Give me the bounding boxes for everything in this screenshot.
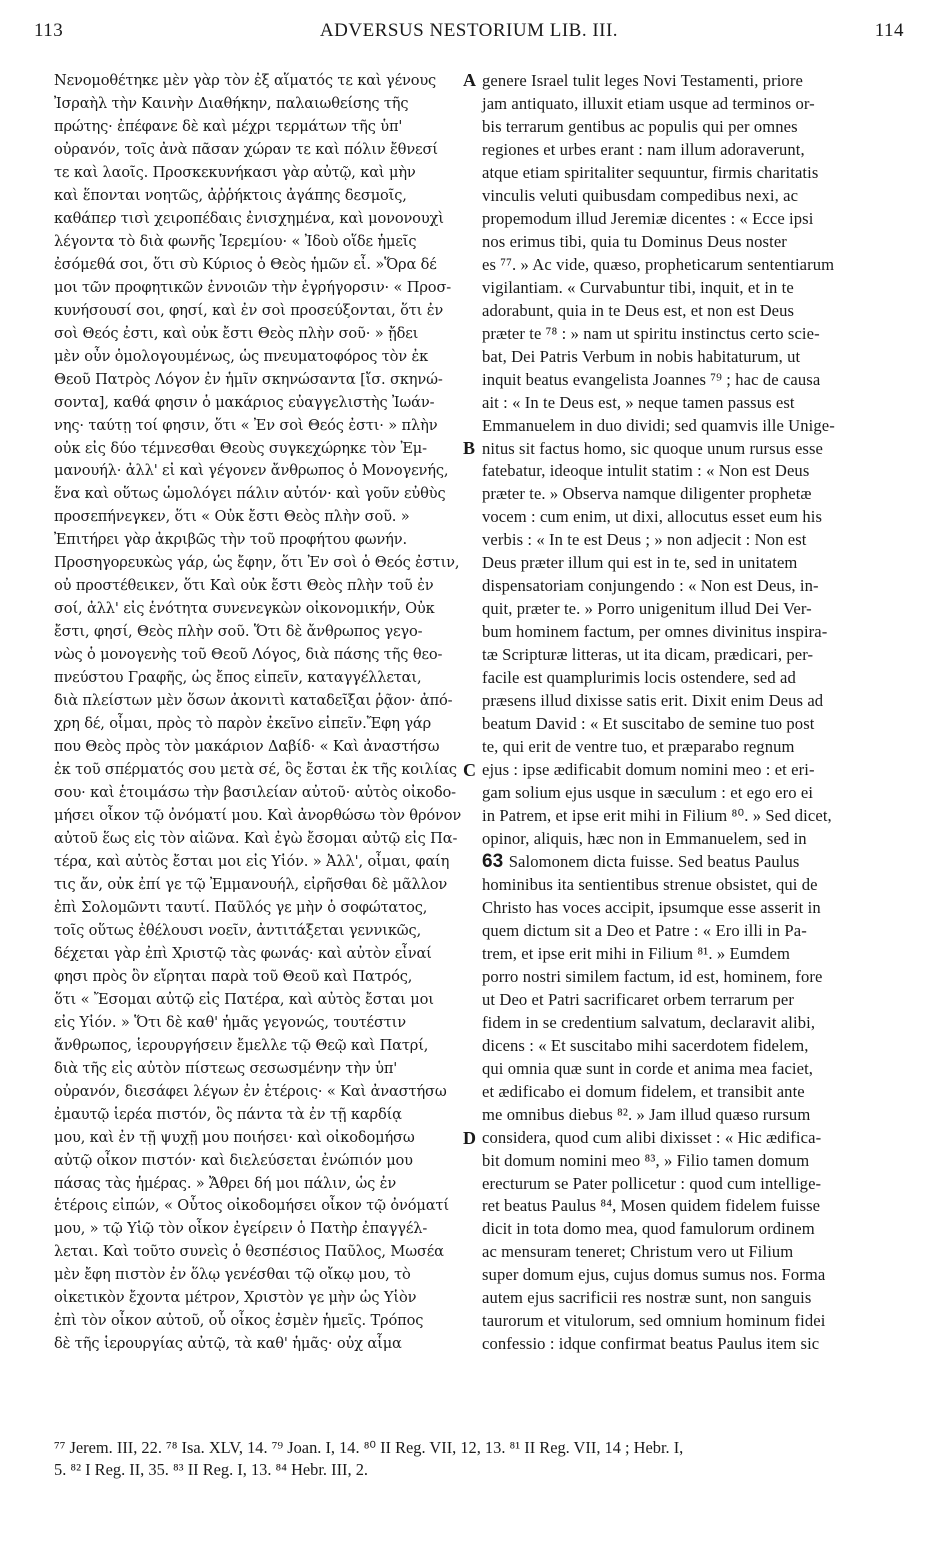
greek-text-line: σοὶ Θεός ἐστι, καὶ οὐκ ἔστι Θεὸς πλὴν σοῦ· » ᾔδει [54, 324, 419, 342]
greek-text-line: κυνήσουσί σοι, φησί, καὶ ἐν σοὶ προσεύξονται, ὅτι ἐν [54, 301, 444, 319]
latin-text-line: vinculis veluti quibusdam compedibus nexi, ac [482, 185, 799, 205]
latin-text-line: ut Deo et Patri sacrificaret orbem terrarum per [482, 989, 794, 1009]
greek-text-line: ἐμαυτῷ ἱερέα πιστόν, ὃς πάντα τὰ ἐν τῇ καρδίᾳ [54, 1105, 402, 1123]
greek-text-line: Θεοῦ Πατρὸς Λόγον ἐν ἡμῖν σκηνώσαντα [ἴσ. σκηνώ- [54, 370, 443, 388]
greek-text-line: ἐπὶ Σολομῶντι ταυτί. Παῦλός γε μὴν ὁ σοφώτατος, [54, 898, 428, 916]
latin-text-line: trem, et ipse erit mihi in Filium ⁸¹. » Eumdem [482, 943, 791, 963]
page-column-number-left: 113 [34, 20, 64, 41]
latin-text-line: quit, præter te. » Porro unigenitum illud Dei Ver- [482, 599, 812, 619]
latin-text-line: bit domum nomini meo ⁸³, » Filio tamen domum [482, 1150, 810, 1170]
footnote-line: ⁷⁷ Jerem. III, 22. ⁷⁸ Isa. XLV, 14. ⁷⁹ Joan. I, 14. ⁸⁰ II Reg. VII, 12, 13. ⁸¹ II Reg. VII, 14 ; Hebr. I, [54, 1438, 684, 1457]
latin-text-line: dispensatoriam conjungendo : « Non est Deus, in- [482, 576, 819, 596]
greek-text-line: καθάπερ τισὶ χειροπέδαις ἐνισχημένα, καὶ μονονουχὶ [54, 209, 444, 227]
latin-text-line: te, qui erit de ventre tuo, et præparabo regnum [482, 737, 795, 757]
latin-text-line: Emmanuelem in duo dividi; sed quamvis ille Unige- [482, 415, 835, 435]
greek-text-line: αὐτῷ οἶκον πιστόν· καὶ διελεύσεται ἐνώπιόν μου [54, 1151, 413, 1169]
latin-text-line: genere Israel tulit leges Novi Testamenti, priore [482, 71, 803, 90]
latin-text-line: vocem : cum enim, ut dixi, allocutus esset eum his [482, 507, 823, 527]
latin-text-line: taurorum et vitulorum, sed omnium hominum fidei [482, 1311, 826, 1331]
greek-text-line: λέγοντα τὸ διὰ φωνῆς Ἱερεμίου· « Ἰδοὺ οἵδε ἡμεῖς [54, 232, 417, 250]
latin-text-line: præter te ⁷⁸ : » nam ut spiritu instinctus certo scie- [482, 323, 820, 343]
latin-text-line: 63 Salomonem dicta fuisse. Sed beatus Paulus [482, 850, 800, 872]
greek-text-line: Νενομοθέτηκε μὲν γὰρ τὸν ἐξ αἵματός τε καὶ γένους [54, 72, 437, 89]
latin-text-line: es ⁷⁷. » Ac vide, quæso, propheticarum sententiarum [482, 254, 835, 274]
page-column-number-right: 114 [874, 20, 904, 41]
latin-text-line: super domum ejus, cujus domus sumus nos. Forma [482, 1265, 826, 1285]
greek-text-line: δέχεται γὰρ ἐπὶ Χριστῷ τὰς φωνάς· καὶ αὐτὸν εἶναί [54, 944, 432, 962]
latin-text-line: Deus præter illum qui est in te, sed in unitatem [482, 553, 798, 573]
margin-marker-a: A [463, 70, 476, 90]
greek-text-line: τέρα, καὶ αὐτὸς ἔσται μοι εἰς Υἱόν. » Ἀλλ', οἶμαι, φαίη [54, 852, 450, 870]
greek-text-line: μανουήλ· ἀλλ' εἰ καὶ γέγονεν ἄνθρωπος ὁ Μονογενής, [54, 462, 449, 480]
greek-text-line: οὐρανόν, διεσάφει λέγων ἐν ἑτέροις· « Καὶ ἀναστήσω [54, 1082, 447, 1100]
greek-text-line: φησι πρὸς ὃν εἴρηται παρὰ τοῦ Θεοῦ καὶ Πατρός, [54, 967, 413, 985]
latin-text-line: confessio : idque confirmat beatus Paulus item sic [482, 1334, 820, 1354]
latin-text-line: porro nostri similem factum, id est, hominem, fore [482, 966, 823, 986]
greek-text-line: σου· καὶ ἑτοιμάσω τὴν βασιλείαν αὐτοῦ· αὐτὸς οἰκοδο- [54, 784, 456, 802]
greek-text-line: τε καὶ λαοῖς. Προσκεκυνήκασι γὰρ αὐτῷ, καὶ μὴν [54, 163, 416, 181]
margin-marker-b: B [463, 438, 476, 458]
latin-text-line: bat, Dei Patris Verbum in nobis habitaturum, ut [482, 346, 801, 366]
greek-text-line: οὐρανόν, τοῖς ἀνὰ πᾶσαν χώραν τε καὶ πόλιν ἔθνεσί [54, 140, 438, 158]
greek-text-line: νὼς ὁ μονογενὴς τοῦ Θεοῦ Λόγος, διὰ πάσης τῆς θεο- [54, 646, 443, 664]
latin-text-line: autem ejus sacrificii res nostræ sunt, non sanguis [482, 1288, 812, 1308]
latin-text-line: bum hominem factum, per omnes divinitus inspira- [482, 622, 828, 642]
greek-text-line: προσεπήνεγκεν, ὅτι « Οὐκ ἔστι Θεὸς πλὴν σοῦ. » [54, 508, 410, 526]
latin-text-line: dicit in tota domo mea, quod famulorum ordinem [482, 1219, 815, 1239]
latin-text-line: nos erimus tibi, quia tu Dominus Deus noster [482, 231, 787, 251]
latin-text-line: beatum David : « Et suscitabo de semine tuo post [482, 714, 815, 734]
greek-text-line: πρώτης· ἐπέφανε δὲ καὶ μέχρι τερμάτων τῆς ὑπ' [54, 117, 403, 135]
greek-text-line: ἕνα καὶ οὕτως ὡμολόγει πάλιν αὐτόν· καὶ γοῦν εὐθὺς [54, 485, 446, 503]
latin-text-line: dicens : « Et suscitabo mihi sacerdotem fidelem, [482, 1035, 809, 1055]
latin-text-line: me omnibus diebus ⁸². » Jam illud quæso rursum [482, 1104, 811, 1124]
greek-text-line: ἔστι, φησί, Θεὸς πλὴν σοῦ. Ὅτι δὲ ἄνθρωπος γεγο- [54, 623, 423, 641]
latin-text-line: erecturum se Pater pollicetur : quod cum intellige- [482, 1173, 822, 1193]
latin-text-line: verbis : « In te est Deus ; » non adjecit : Non est [482, 530, 807, 550]
greek-text-line: μήσει οἶκον τῷ ὀνόματί μου. Καὶ ἀνορθώσω τὸν θρόνον [54, 807, 462, 824]
greek-text-line: οὐ προστέθεικεν, ὅτι Καὶ οὐκ ἔστι Θεὸς πλὴν τοῦ ἐν [54, 577, 434, 595]
greek-text-line: Ἰσραὴλ τὴν Καινὴν Διαθήκην, παλαιωθείσης τῆς [54, 94, 409, 112]
latin-text-line: qui omnia quæ sunt in corde et anima mea faciet, [482, 1058, 814, 1078]
greek-text-line: πνεύστου Γραφῆς, ὡς ἔπος εἰπεῖν, καταγγέλλεται, [54, 669, 422, 687]
greek-text-line: διὰ πλείστων μὲν ὅσων ἀκονιτὶ καταδεῖξαι ῥᾷον· ἀπό- [54, 692, 453, 710]
latin-text-line: hominibus ita sentientibus strenue obsistet, qui de [482, 874, 818, 894]
greek-text-line: οἰκετικὸν ἔχοντα μέτρον, Χριστὸν γε μὴν ὡς Υἱὸν [54, 1289, 417, 1307]
greek-text-line: τοῖς οὕτως ἐθέλουσι νοεῖν, ἀντιτάξεται γεννικῶς, [54, 921, 422, 939]
greek-text-line: Προσηγορευκὼς γάρ, ὡς ἔφην, ὅτι Ἐν σοὶ ὁ Θεός ἐστιν, [54, 554, 460, 572]
greek-text-line: λεται. Καὶ τοῦτο συνεὶς ὁ θεσπέσιος Παῦλος, Μωσέα [54, 1243, 444, 1261]
greek-text-line: ἐπὶ τὸν οἶκον αὐτοῦ, οὗ οἶκος ἐσμὲν ἡμεῖς. Τρόπος [54, 1312, 424, 1330]
footnote-line: 5. ⁸² I Reg. II, 35. ⁸³ II Reg. I, 13. ⁸⁴ Hebr. III, 2. [54, 1460, 368, 1479]
latin-text-line: ac mensuram teneret; Christum vero ut Filium [482, 1242, 794, 1262]
latin-text-line: tæ Scripturæ litteras, ut ita dicam, prædicari, per- [482, 645, 814, 665]
latin-text-line: ret beatus Paulus ⁸⁴, Mosen quidem fidelem fuisse [482, 1196, 821, 1216]
latin-text-line: ejus : ipse ædificabit domum nomini meo : et eri- [482, 760, 815, 780]
greek-text-line: ὅτι « Ἔσομαι αὐτῷ εἰς Πατέρα, καὶ αὐτὸς ἔσται μοι [54, 990, 434, 1008]
latin-text-line: fatebatur, ideoque intulit statim : « Non est Deus [482, 461, 810, 481]
greek-text-line: μὲν οὖν ὁμολογουμένως, ὡς πνευματοφόρος τὸν ἐκ [54, 347, 429, 365]
latin-text-line: inquit beatus evangelista Joannes ⁷⁹ ; hac de causa [482, 369, 821, 389]
latin-text-line: atque etiam spiritaliter sequuntur, firmis charitatis [482, 162, 819, 182]
inline-column-number: 63 [482, 850, 509, 872]
latin-text-line: jam antiquato, illuxit etiam usque ad terminos or- [482, 93, 815, 113]
latin-text-line: considera, quod cum alibi dixisset : « Hic ædifica- [482, 1127, 822, 1147]
greek-text-line: ἐκ τοῦ σπέρματός σου μετὰ σέ, ὃς ἔσται ἐκ τῆς κοιλίας [54, 761, 457, 779]
latin-text-line: Christo has voces accipit, ipsumque esse asserit in [482, 897, 821, 917]
running-header [34, 20, 904, 46]
greek-text-line: που Θεὸς πρὸς τὸν μακάριον Δαβίδ· « Καὶ ἀναστήσω [54, 738, 440, 756]
greek-text-line: χρη δέ, οἶμαι, πρὸς τὸ παρὸν ἐκεῖνο εἰπεῖν.Ἔφη γάρ [54, 715, 432, 733]
latin-text-line: et ædificabo ei domum fidelem, et transibit ante [482, 1081, 805, 1101]
greek-text-line: πάσας τὰς ἡμέρας. » Ἄθρει δή μοι πάλιν, ὡς ἐν [54, 1174, 397, 1192]
greek-text-line: δὲ τῆς ἱερουργίας αὐτῷ, τὰ καθ' ἡμᾶς· οὐχ αἷμα [54, 1335, 402, 1353]
greek-text-line: Ἐπιτήρει γὰρ ἀκριβῶς τὴν τοῦ προφήτου φωνήν. [54, 531, 407, 549]
latin-text-line: vigilantiam. « Curvabuntur tibi, inquit, et in te [482, 277, 794, 297]
margin-marker-d: D [463, 1128, 476, 1148]
latin-text-line: bis terrarum gentibus ac populis qui per omnes [482, 116, 798, 136]
latin-text-line: opinor, aliquis, hæc non in Emmanuelem, sed in [482, 828, 807, 848]
latin-text-line: gam solium ejus usque in sæculum : et ego ero ei [482, 783, 814, 803]
greek-text-line: μὲν ἔφη πιστὸν ἐν ὅλῳ γενέσθαι τῷ οἴκῳ μου, τὸ [54, 1266, 411, 1284]
footnotes [54, 1437, 914, 1481]
greek-text-line: ἑτέροις εἰπών, « Οὗτος οἰκοδομήσει οἶκον τῷ ὀνόματί [54, 1197, 449, 1215]
greek-text-line: οὐκ εἰς δύο τέμνεσθαι Θεοὺς συγκεχώρηκε τὸν Ἐμ- [54, 439, 427, 457]
greek-text-line: διὰ τῆς εἰς αὐτὸν πίστεως σεσωσμένην τὴν ὑπ' [54, 1059, 398, 1077]
margin-marker-c: C [463, 760, 476, 780]
greek-text-line: μου, καὶ ἐν τῇ ψυχῇ μου ποιήσει· καὶ οἰκοδομήσω [54, 1128, 415, 1146]
latin-text-line: nitus sit factus homo, sic quoque unum rursus esse [482, 438, 823, 458]
latin-text-line: facile est quamplurimis locis ostendere, sed ad [482, 668, 796, 688]
latin-text-line: in Patrem, et ipse erit mihi in Filium ⁸⁰. » Sed dicet, [482, 806, 832, 825]
latin-text-line: ait : « In te Deus est, » neque tamen passus est [482, 392, 795, 412]
greek-text-line: αὐτοῦ ἕως εἰς τὸν αἰῶνα. Καὶ ἐγὼ ἔσομαι αὐτῷ εἰς Πα- [54, 829, 458, 847]
greek-text-line: μοι τῶν προφητικῶν ἐννοιῶν τὴν ἐγρήγορσιν· « Προσ- [54, 278, 452, 296]
latin-text-line: adorabunt, quia in te Deus est, et non est Deus [482, 300, 795, 320]
latin-text-line: fidem in se credentium salvatum, declaravit alibi, [482, 1012, 816, 1032]
greek-text-line: τις ἄν, οὐκ ἐπί γε τῷ Ἐμμανουήλ, εἰρῆσθαι δὲ μᾶλλον [54, 875, 448, 893]
greek-text-line: σοντα], καθά φησιν ὁ μακάριος εὐαγγελιστὴς Ἰωάν- [54, 393, 435, 411]
latin-text-line: quem dictum sit a Deo et Patre : « Ero illi in Pa- [482, 920, 807, 940]
greek-text-line: μου, » τῷ Υἱῷ τὸν οἶκον ἐγείρειν ὁ Πατὴρ ἐπαγγέλ- [54, 1220, 428, 1238]
running-title: ADVERSUS NESTORIUM LIB. III. [319, 20, 619, 41]
greek-text-line: καὶ ἕπονται νοητῶς, ἀῤῥήκτοις ἀγάπης δεσμοῖς, [54, 186, 407, 204]
greek-text-line: νης· ταύτῃ τοί φησιν, ὅτι « Ἐν σοὶ Θεός ἐστι· » πλὴν [54, 416, 438, 434]
latin-text-line: propemodum illud Jeremiæ dicentes : « Ecce ipsi [482, 208, 814, 228]
greek-text-column [54, 70, 460, 1356]
greek-text-line: ἄνθρωπος, ἱερουργήσειν ἔμελλε τῷ Θεῷ καὶ Πατρί, [54, 1036, 429, 1054]
greek-text-line: εἰς Υἱόν. » Ὅτι δὲ καθ' ἡμᾶς γεγονώς, τουτέστιν [54, 1013, 406, 1031]
latin-text-column [482, 70, 908, 1356]
greek-text-line: ἐσόμεθά σοι, ὅτι σὺ Κύριος ὁ Θεὸς ἡμῶν εἶ. »Ὅρα δέ [54, 255, 437, 273]
latin-text-line: præsens illud dixisse satis erit. Dixit enim Deus ad [482, 691, 824, 711]
greek-text-line: σοί, ἀλλ' εἰς ἑνότητα συνενεγκὼν οἰκονομικήν, Οὐκ [54, 600, 435, 618]
latin-text-line: regiones et urbes erant : nam illum adoraverunt, [482, 139, 805, 159]
latin-text-line: præter te. » Observa namque diligenter prophetæ [482, 484, 812, 504]
